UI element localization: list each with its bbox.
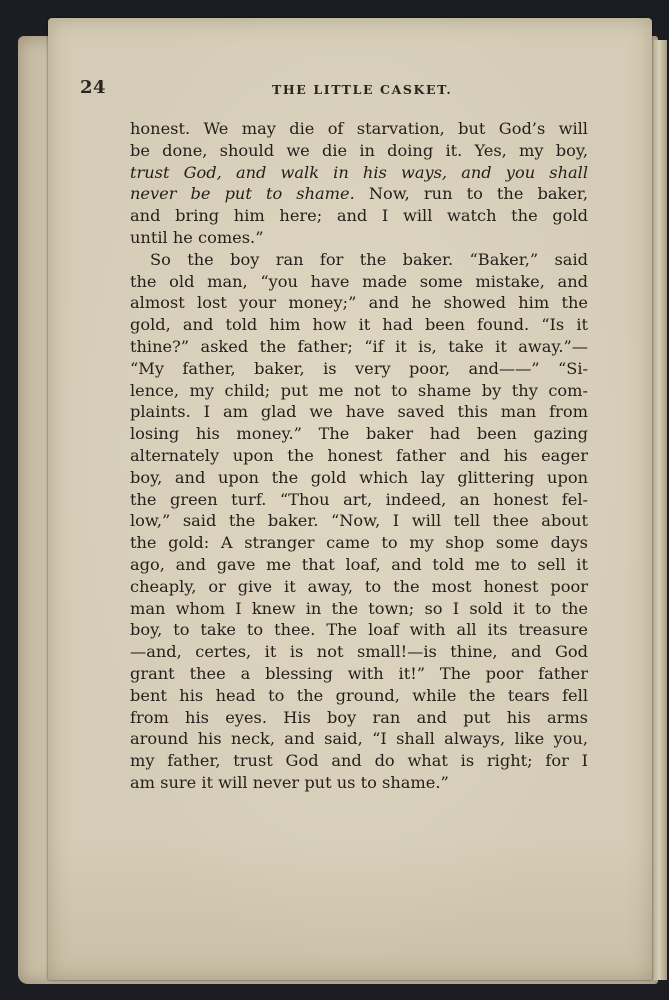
text-line: around his neck, and said, “I shall always, like you, <box>130 729 588 749</box>
text-line: grant thee a blessing with it!” The poor father <box>130 663 588 683</box>
text-line: am sure it will never put us to shame.” <box>130 772 449 792</box>
page-stack-edge <box>653 40 667 980</box>
text-line: alternately upon the honest father and his eager <box>130 445 588 465</box>
roman-span: Now, run to the baker, <box>354 184 589 204</box>
text-line: boy, to take to thee. The loaf with all its treasure <box>130 620 588 640</box>
text-line: man whom I knew in the town; so I sold it to the <box>130 598 588 618</box>
page-number: 24 <box>80 77 107 98</box>
text-line: my father, trust God and do what is right; for I <box>130 751 588 771</box>
text-line: until he comes.” <box>130 227 264 247</box>
italic-span: never be put to shame. <box>130 184 355 204</box>
text-line: bent his head to the ground, while the tears fell <box>130 685 588 705</box>
text-line: plaints. I am glad we have saved this man from <box>130 402 588 422</box>
text-line: —and, certes, it is not small!—is thine, and God <box>130 642 588 662</box>
text-line: low,” said the baker. “Now, I will tell thee about <box>130 511 588 531</box>
text-line: ago, and gave me that loaf, and told me to sell it <box>130 554 588 574</box>
text-line: the old man, “you have made some mistake, and <box>130 271 588 291</box>
text-line: boy, and upon the gold which lay glittering upon <box>130 467 588 487</box>
body-text <box>130 118 588 794</box>
text-line: lence, my child; put me not to shame by thy com- <box>130 380 588 400</box>
text-line: trust God, and walk in his ways, and you shall <box>130 162 588 182</box>
text-line: gold, and told him how it had been found. “Is it <box>130 315 588 335</box>
text-line: almost lost your money;” and he showed him the <box>130 293 588 313</box>
text-line: So the boy ran for the baker. “Baker,” said <box>150 249 588 269</box>
text-line: cheaply, or give it away, to the most honest poor <box>130 576 588 596</box>
text-line <box>130 183 588 205</box>
text-line: losing his money.” The baker had been gazing <box>130 424 588 444</box>
text-line: be done, should we die in doing it. Yes, my boy, <box>130 140 588 160</box>
text-line: honest. We may die of starvation, but God’s will <box>130 119 588 138</box>
text-line: the gold: A stranger came to my shop some days <box>130 533 588 553</box>
running-head: THE LITTLE CASKET. <box>272 82 453 97</box>
text-line: from his eyes. His boy ran and put his arms <box>130 707 588 727</box>
text-line: “My father, baker, is very poor, and——” “Si- <box>130 358 588 378</box>
text-line: thine?” asked the father; “if it is, take it away.”— <box>130 336 588 356</box>
text-line: and bring him here; and I will watch the gold <box>130 206 588 226</box>
text-line: the green turf. “Thou art, indeed, an honest fel- <box>130 489 588 509</box>
